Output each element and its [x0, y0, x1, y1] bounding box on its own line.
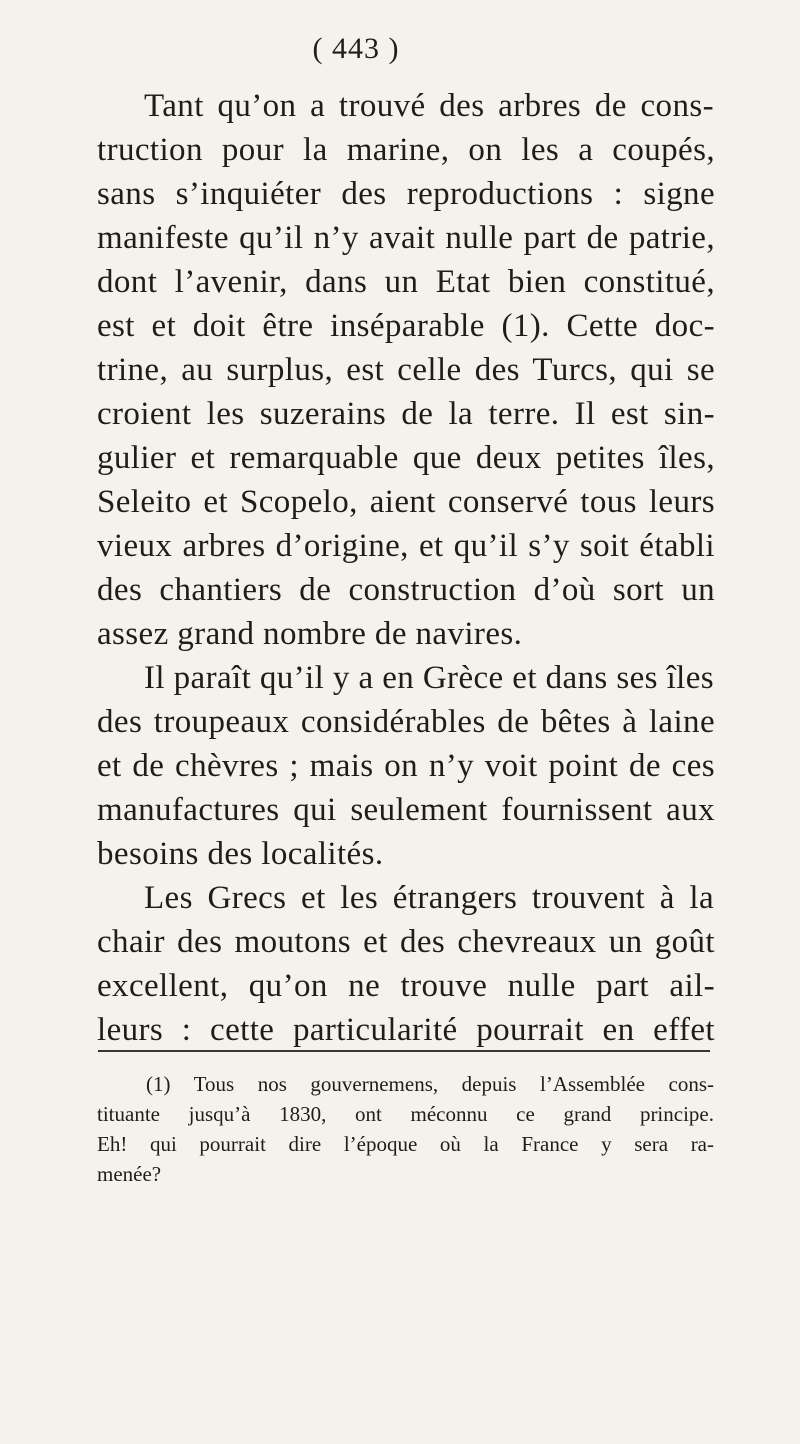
text-line: Seleito et Scopelo, aient conservé tous leurs: [97, 484, 715, 520]
text-line: sans s’inquiéter des reproductions : signe: [97, 176, 715, 212]
text-line: vieux arbres d’origine, et qu’il s’y soit établi: [97, 528, 715, 564]
text-line: des chantiers de construction d’où sort un: [97, 572, 715, 608]
text-line: chair des moutons et des chevreaux un goût: [97, 924, 715, 960]
footnote-line: tituante jusqu’à 1830, ont méconnu ce grand principe.: [97, 1102, 714, 1126]
text-line: et de chèvres ; mais on n’y voit point de ces: [97, 748, 715, 784]
text-line: excellent, qu’on ne trouve nulle part ail-: [97, 968, 715, 1004]
text-line: est et doit être inséparable (1). Cette doc-: [97, 308, 715, 344]
text-line: Il paraît qu’il y a en Grèce et dans ses îles: [144, 660, 714, 696]
text-line: trine, au surplus, est celle des Turcs, qui se: [97, 352, 715, 388]
text-line: manifeste qu’il n’y avait nulle part de patrie,: [97, 220, 715, 256]
text-line: gulier et remarquable que deux petites îles,: [97, 440, 715, 476]
text-line: manufactures qui seulement fournissent aux: [97, 792, 715, 828]
footnote-line: (1) Tous nos gouvernemens, depuis l’Assemblée cons-: [146, 1072, 714, 1096]
text-line: dont l’avenir, dans un Etat bien constitué,: [97, 264, 715, 300]
text-line: leurs : cette particularité pourrait en effet: [97, 1012, 715, 1048]
text-line: des troupeaux considérables de bêtes à laine: [97, 704, 715, 740]
text-line: Tant qu’on a trouvé des arbres de cons-: [144, 88, 714, 124]
footnote-divider: [98, 1050, 710, 1052]
text-line: assez grand nombre de navires.: [97, 616, 523, 652]
text-line: truction pour la marine, on les a coupés,: [97, 132, 715, 168]
footnote-line: Eh! qui pourrait dire l’époque où la France y sera ra-: [97, 1132, 714, 1156]
page-number: ( 443 ): [312, 32, 400, 65]
text-line: besoins des localités.: [97, 836, 384, 872]
footnote-line: menée?: [97, 1162, 162, 1186]
text-line: croient les suzerains de la terre. Il est sin-: [97, 396, 715, 432]
text-line: Les Grecs et les étrangers trouvent à la: [144, 880, 714, 916]
